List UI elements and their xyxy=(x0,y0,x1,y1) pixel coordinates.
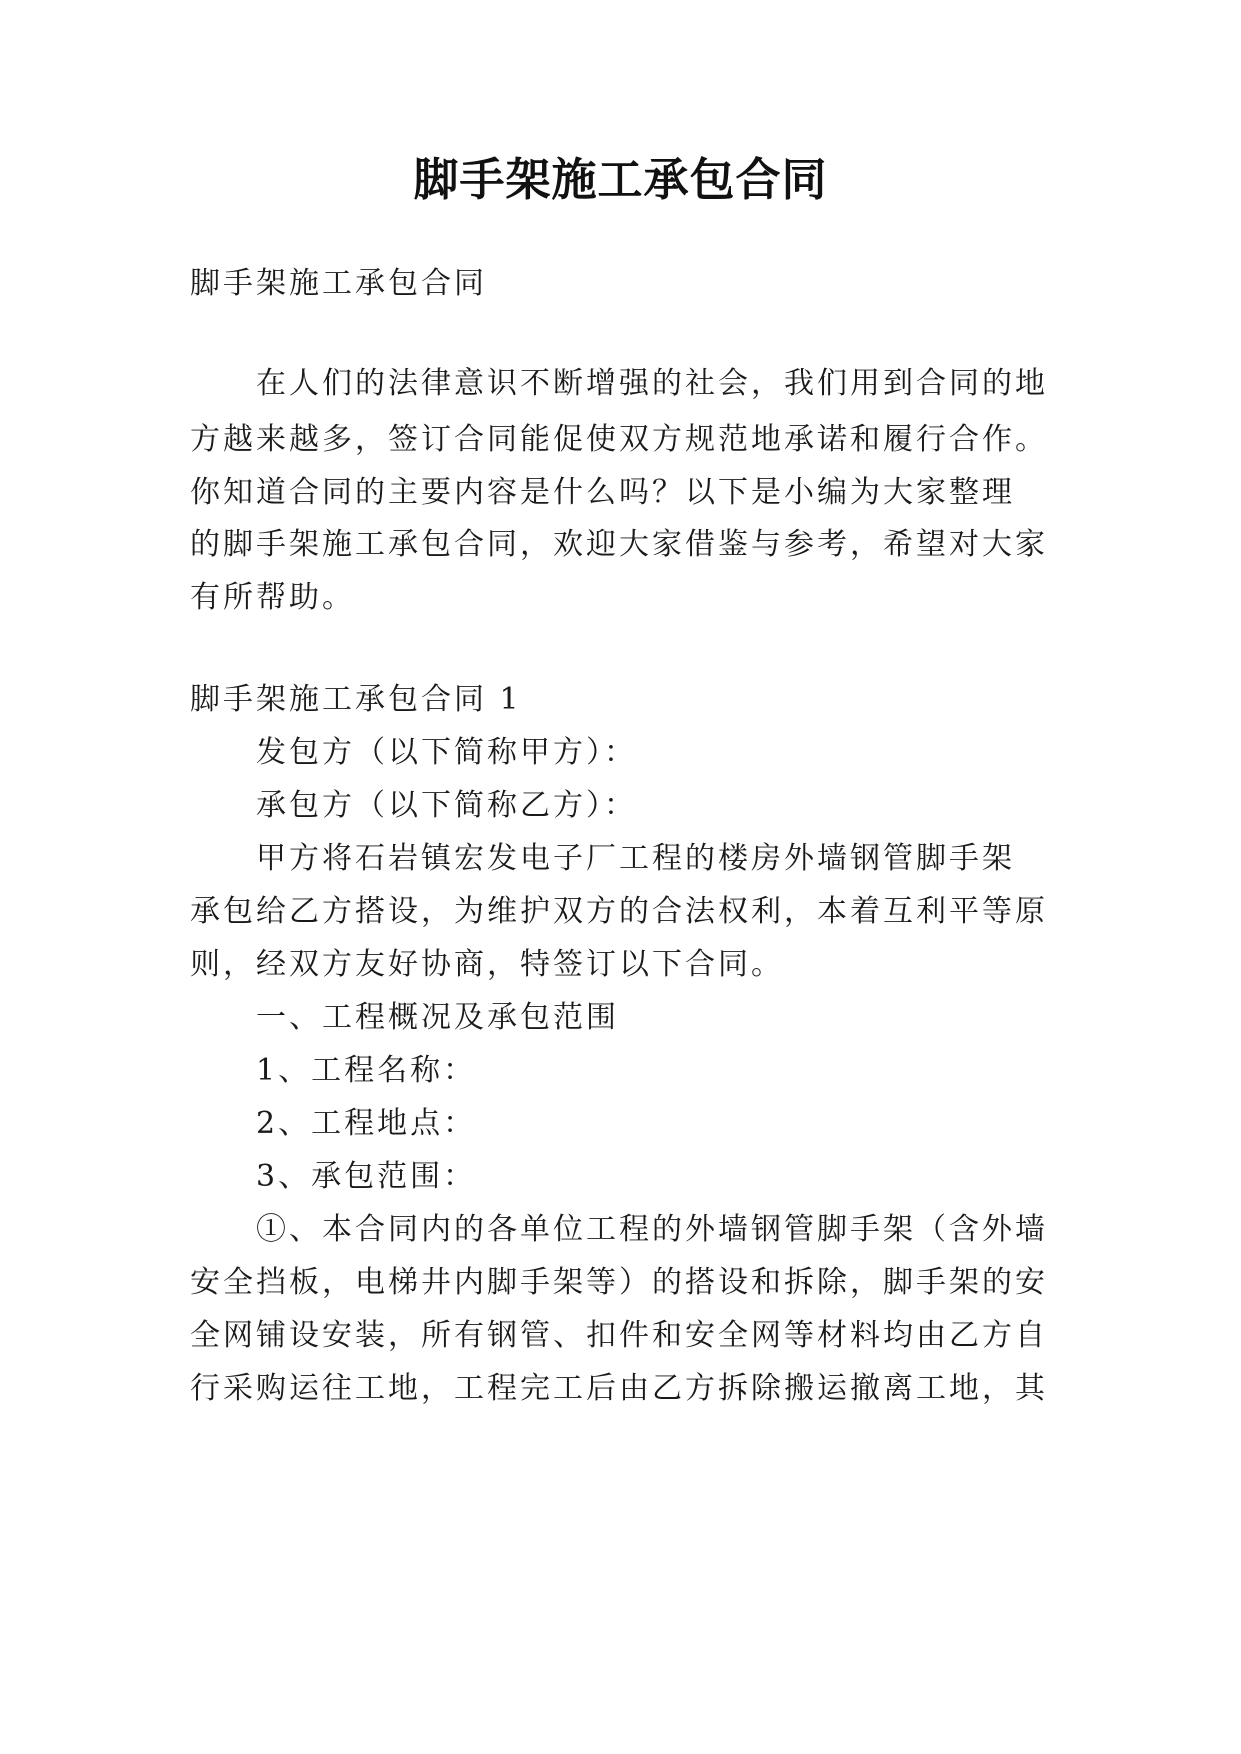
intro-line: 的脚手架施工承包合同，欢迎大家借鉴与参考，希望对大家 xyxy=(190,527,1048,562)
intro-line: 你知道合同的主要内容是什么吗？以下是小编为大家整理 xyxy=(190,475,1015,510)
preamble-line: 甲方将石岩镇宏发电子厂工程的楼房外墙钢管脚手架 xyxy=(256,841,1015,876)
scope-line: ①、本合同内的各单位工程的外墙钢管脚手架（含外墙 xyxy=(256,1212,1048,1247)
document-title: 脚手架施工承包合同 xyxy=(413,153,828,206)
list-item: 2、工程地点： xyxy=(256,1106,477,1141)
party-b-line: 承包方（以下简称乙方）： xyxy=(256,788,637,823)
list-item: 1、工程名称： xyxy=(256,1053,477,1088)
party-a-line: 发包方（以下简称甲方）： xyxy=(256,735,637,770)
section-heading: 脚手架施工承包合同 1 xyxy=(190,682,522,717)
clause-heading: 一、工程概况及承包范围 xyxy=(256,1000,619,1035)
scope-line: 安全挡板，电梯井内脚手架等）的搭设和拆除，脚手架的安 xyxy=(190,1265,1048,1300)
list-item: 3、承包范围： xyxy=(256,1159,477,1194)
intro-line: 方越来越多，签订合同能促使双方规范地承诺和履行合作。 xyxy=(190,422,1048,457)
scope-line: 行采购运往工地，工程完工后由乙方拆除搬运撤离工地，其 xyxy=(190,1371,1048,1406)
intro-line: 在人们的法律意识不断增强的社会，我们用到合同的地 xyxy=(256,366,1048,401)
preamble-line: 则，经双方友好协商，特签订以下合同。 xyxy=(190,947,784,982)
intro-line: 有所帮助。 xyxy=(190,580,355,615)
document-subtitle: 脚手架施工承包合同 xyxy=(190,266,487,301)
scope-line: 全网铺设安装，所有钢管、扣件和安全网等材料均由乙方自 xyxy=(190,1318,1048,1353)
preamble-line: 承包给乙方搭设，为维护双方的合法权利，本着互利平等原 xyxy=(190,894,1048,929)
